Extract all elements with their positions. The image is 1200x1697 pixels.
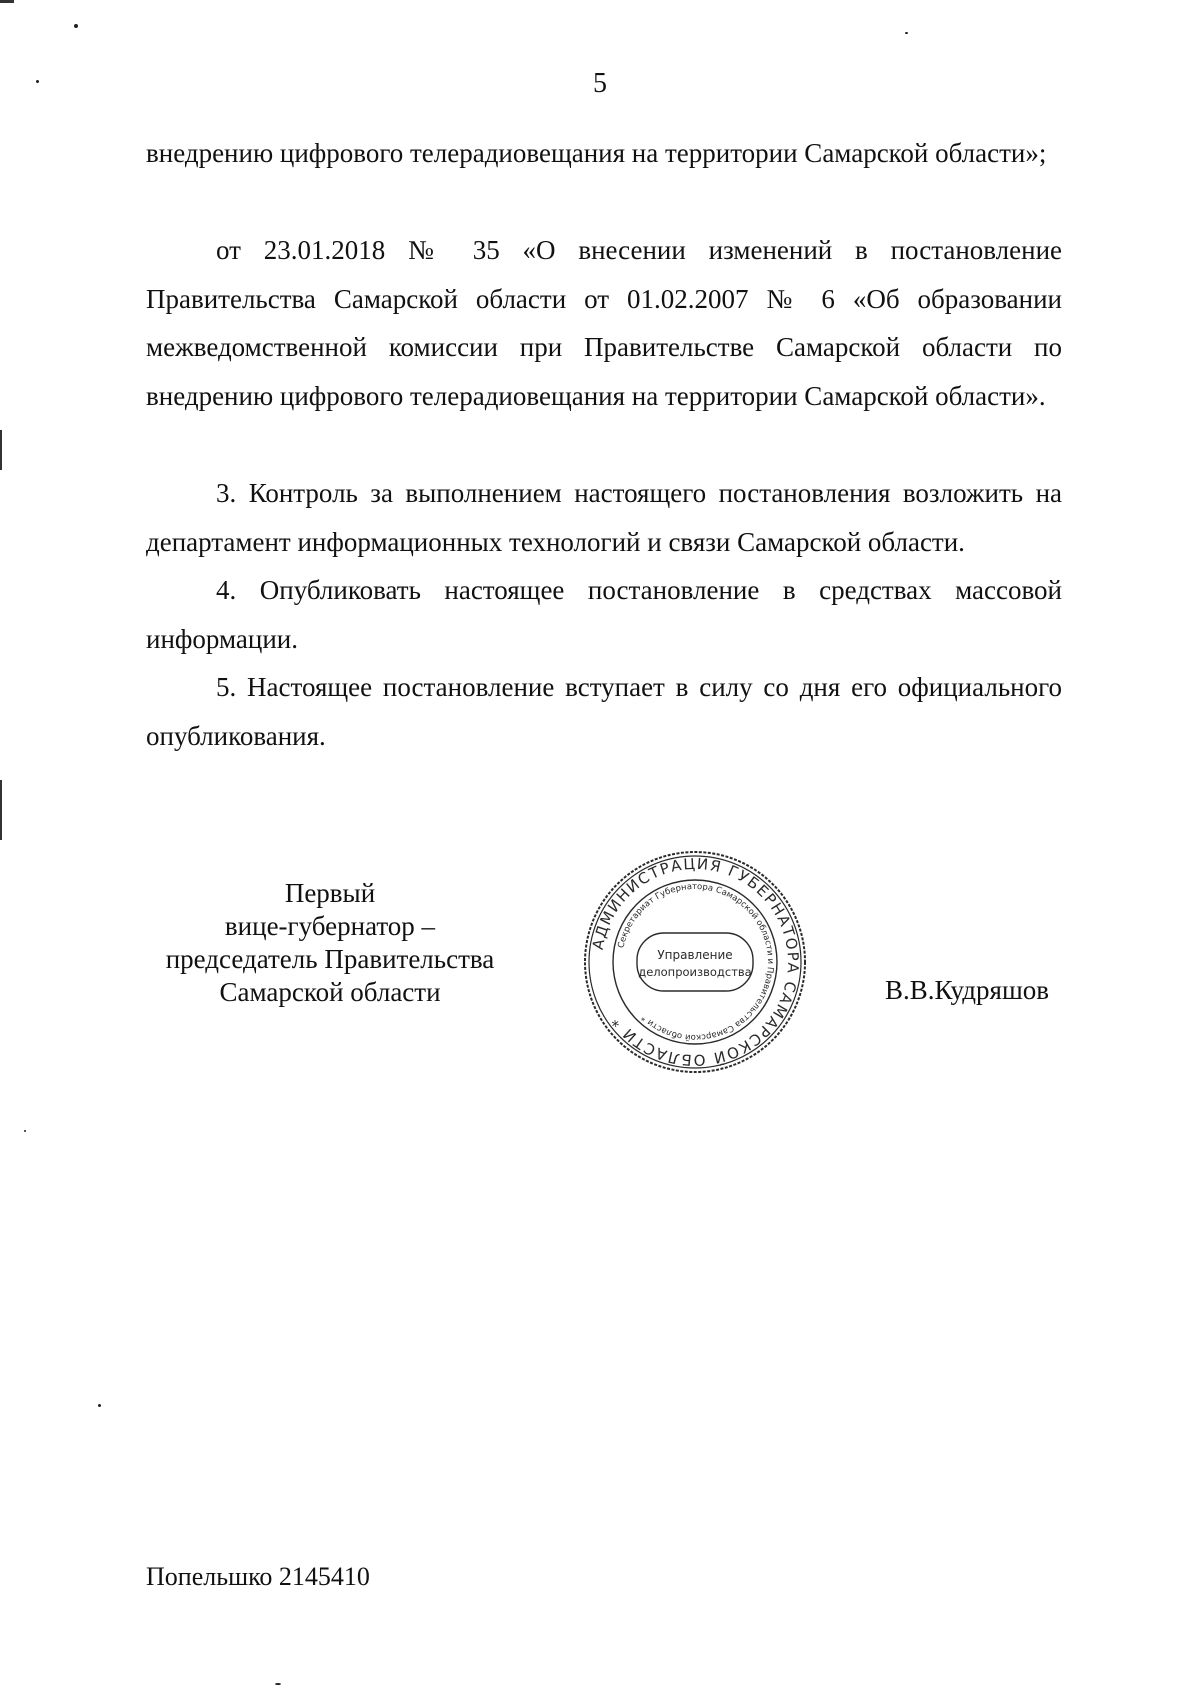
- stamp-center-frame: [637, 933, 753, 991]
- scan-speck: [98, 1404, 101, 1407]
- signer-name: В.В.Кудряшов: [885, 975, 1049, 1005]
- paragraph-text: 5. Настоящее постановление вступает в силу со дня его официального опубликования.: [146, 672, 1062, 751]
- stamp-inner-text: Секретариат Губернатора Самарской области и Правительства Самарской области *: [616, 881, 776, 1043]
- paragraph-text: 4. Опубликовать настоящее постановление в средствах массовой информации.: [146, 575, 1062, 654]
- scan-edge-mark: [0, 430, 2, 470]
- paragraph-item-4: [146, 566, 1062, 663]
- signer-title-line: вице-губернатор –: [224, 911, 436, 941]
- signer-title-line: Самарской области: [219, 977, 441, 1007]
- paragraph-text: внедрению цифрового телерадиовещания на территории Самарской области»;: [146, 138, 1047, 168]
- scan-edge-mark: [0, 0, 14, 3]
- stamp-center-line2: делопроизводства: [638, 965, 752, 979]
- scan-speck: [36, 80, 39, 83]
- stamp-outer-text: АДМИНИСТРАЦИЯ ГУБЕРНАТОРА САМАРСКОЙ ОБЛАСТИ *: [588, 854, 803, 1070]
- paragraph-text: от 23.01.2018 № 35 «О внесении изменений в постановление Правительства Самарской области от 01.02.2007 № 6 «Об образовании межведомственной комиссии при Правительстве Самарской области по внедрению цифрового телерадиовещания на территории Самарской области».: [146, 235, 1062, 411]
- paragraph-amendment-reference: [146, 226, 1062, 420]
- signer-title-line: Первый: [284, 878, 376, 908]
- stamp-center-line1: Управление: [657, 948, 733, 962]
- scan-speck: [24, 1130, 26, 1132]
- paragraph-item-5: [146, 663, 1062, 760]
- paragraph-text: 3. Контроль за выполнением настоящего постановления возложить на департамент информационных технологий и связи Самарской области.: [146, 478, 1062, 557]
- scan-speck: [275, 1683, 281, 1685]
- signer-title: [140, 877, 520, 1009]
- page-number: 5: [593, 68, 607, 99]
- executor-footer: Попельшко 2145410: [146, 1562, 370, 1591]
- scan-speck: [905, 32, 908, 34]
- official-seal-stamp: [582, 849, 808, 1075]
- paragraph-continuation: [146, 129, 1062, 178]
- signer-title-line: председатель Правительства: [165, 944, 495, 974]
- scan-speck: [74, 24, 78, 28]
- paragraph-item-3: [146, 469, 1062, 566]
- scan-edge-mark: [0, 780, 2, 840]
